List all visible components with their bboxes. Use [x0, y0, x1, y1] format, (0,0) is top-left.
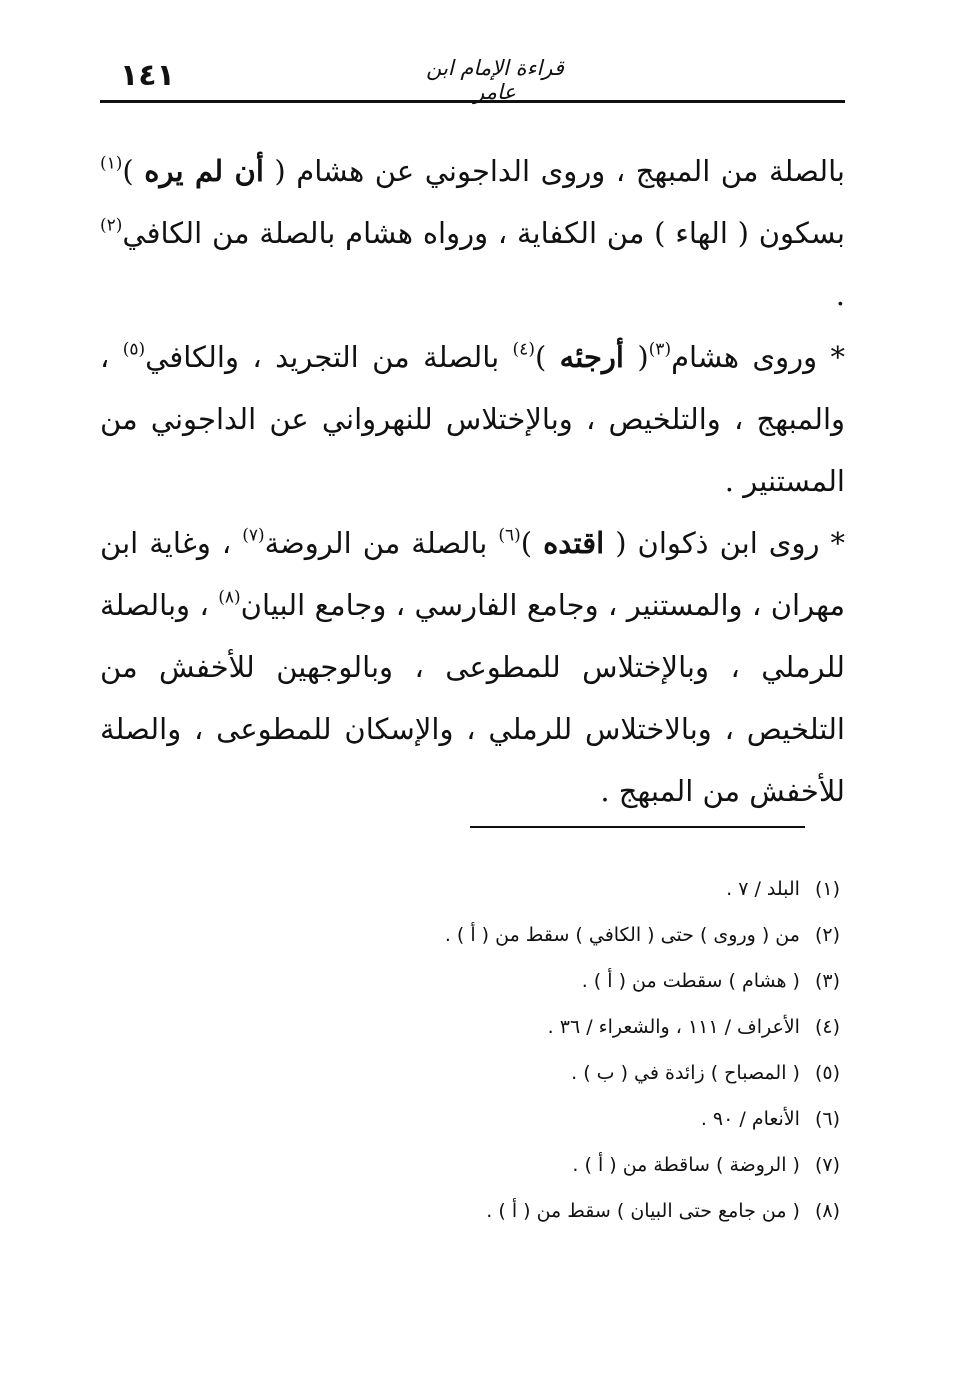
text-segment: ) — [534, 340, 560, 374]
page-header — [100, 52, 845, 103]
footnote-item — [200, 958, 840, 1004]
text-segment: بالصلة من الروضة — [264, 526, 499, 560]
footnote-number: (٣) — [814, 970, 840, 992]
text-segment: * روى ابن ذكوان ( — [604, 526, 846, 560]
footnote-text: ( من جامع حتى البيان ) سقط من ( أ ) . — [486, 1200, 800, 1222]
paragraph-3 — [100, 512, 845, 822]
footnote-item — [200, 1188, 840, 1234]
footnote-ref: (٨) — [218, 587, 241, 608]
text-segment: بسكون ( الهاء ) من الكفاية ، ورواه هشام بالصلة من الكافي — [122, 216, 845, 250]
footnote-number: (٧) — [814, 1154, 840, 1176]
footnote-text: ( هشام ) سقطت من ( أ ) . — [581, 970, 800, 992]
paragraph-2 — [100, 326, 845, 512]
footnote-item — [200, 912, 840, 958]
text-segment: بالصلة من المبهج ، وروى الداجوني عن هشام ( — [263, 154, 845, 188]
text-segment: . — [835, 278, 845, 312]
quran-word: أن لم يره — [144, 154, 264, 188]
footnote-number: (٢) — [814, 924, 840, 946]
footnote-ref: (٦) — [498, 525, 521, 546]
text-segment: ، والمبهج ، والتلخيص ، وبالإختلاس للنهرواني عن الداجوني من المستنير . — [100, 340, 845, 498]
quran-word: اقتده — [543, 526, 605, 560]
quran-word: أرجئه — [559, 340, 624, 374]
main-text — [100, 140, 845, 822]
footnote-item — [200, 1142, 840, 1188]
text-segment: * وروى هشام — [671, 340, 846, 374]
running-title: قراءة الإمام ابن عامر — [426, 56, 564, 104]
footnote-ref: (٤) — [512, 339, 535, 360]
footnote-divider — [470, 826, 805, 828]
footnote-number: (١) — [814, 878, 840, 900]
footnote-ref: (٥) — [122, 339, 146, 360]
text-segment: ( — [623, 340, 649, 374]
footnote-item — [200, 866, 840, 912]
footnote-ref: (٧) — [242, 525, 265, 546]
footnote-text: البلد / ٧ . — [726, 878, 800, 900]
footnote-item — [200, 1050, 840, 1096]
page-number: ١٤١ — [120, 58, 175, 93]
footnote-text: ( الروضة ) ساقطة من ( أ ) . — [572, 1154, 800, 1176]
footnotes-list — [200, 866, 840, 1234]
footnote-item — [200, 1004, 840, 1050]
footnote-number: (٥) — [814, 1062, 840, 1084]
footnote-text: ( المصباح ) زائدة في ( ب ) . — [571, 1062, 800, 1084]
footnote-text: من ( وروى ) حتى ( الكافي ) سقط من ( أ ) . — [444, 924, 800, 946]
text-segment: ) — [520, 526, 544, 560]
footnote-ref: (١) — [100, 153, 123, 174]
text-segment: ، وغاية ابن مهران ، والمستنير ، وجامع الفارسي ، وجامع البيان — [100, 526, 846, 622]
footnote-number: (٦) — [814, 1108, 840, 1130]
text-segment: ، وبالصلة للرملي ، وبالإختلاس للمطوعى ، وبالوجهين للأخفش من التلخيص ، وبالاختلاس للرملي ، والإسكان للمطوعى ، والصلة للأخفش من المبهج . — [100, 588, 845, 808]
text-segment: بالصلة من التجريد ، والكافي — [145, 340, 513, 374]
footnote-text: الأنعام / ٩٠ . — [700, 1108, 800, 1130]
footnote-text: الأعراف / ١١١ ، والشعراء / ٣٦ . — [547, 1016, 800, 1038]
text-segment: ) — [122, 154, 145, 188]
paragraph-1 — [100, 140, 845, 326]
footnote-number: (٨) — [814, 1200, 840, 1222]
footnote-ref: (٢) — [100, 215, 123, 236]
footnote-ref: (٣) — [648, 339, 672, 360]
footnote-number: (٤) — [814, 1016, 840, 1038]
footnote-item — [200, 1096, 840, 1142]
